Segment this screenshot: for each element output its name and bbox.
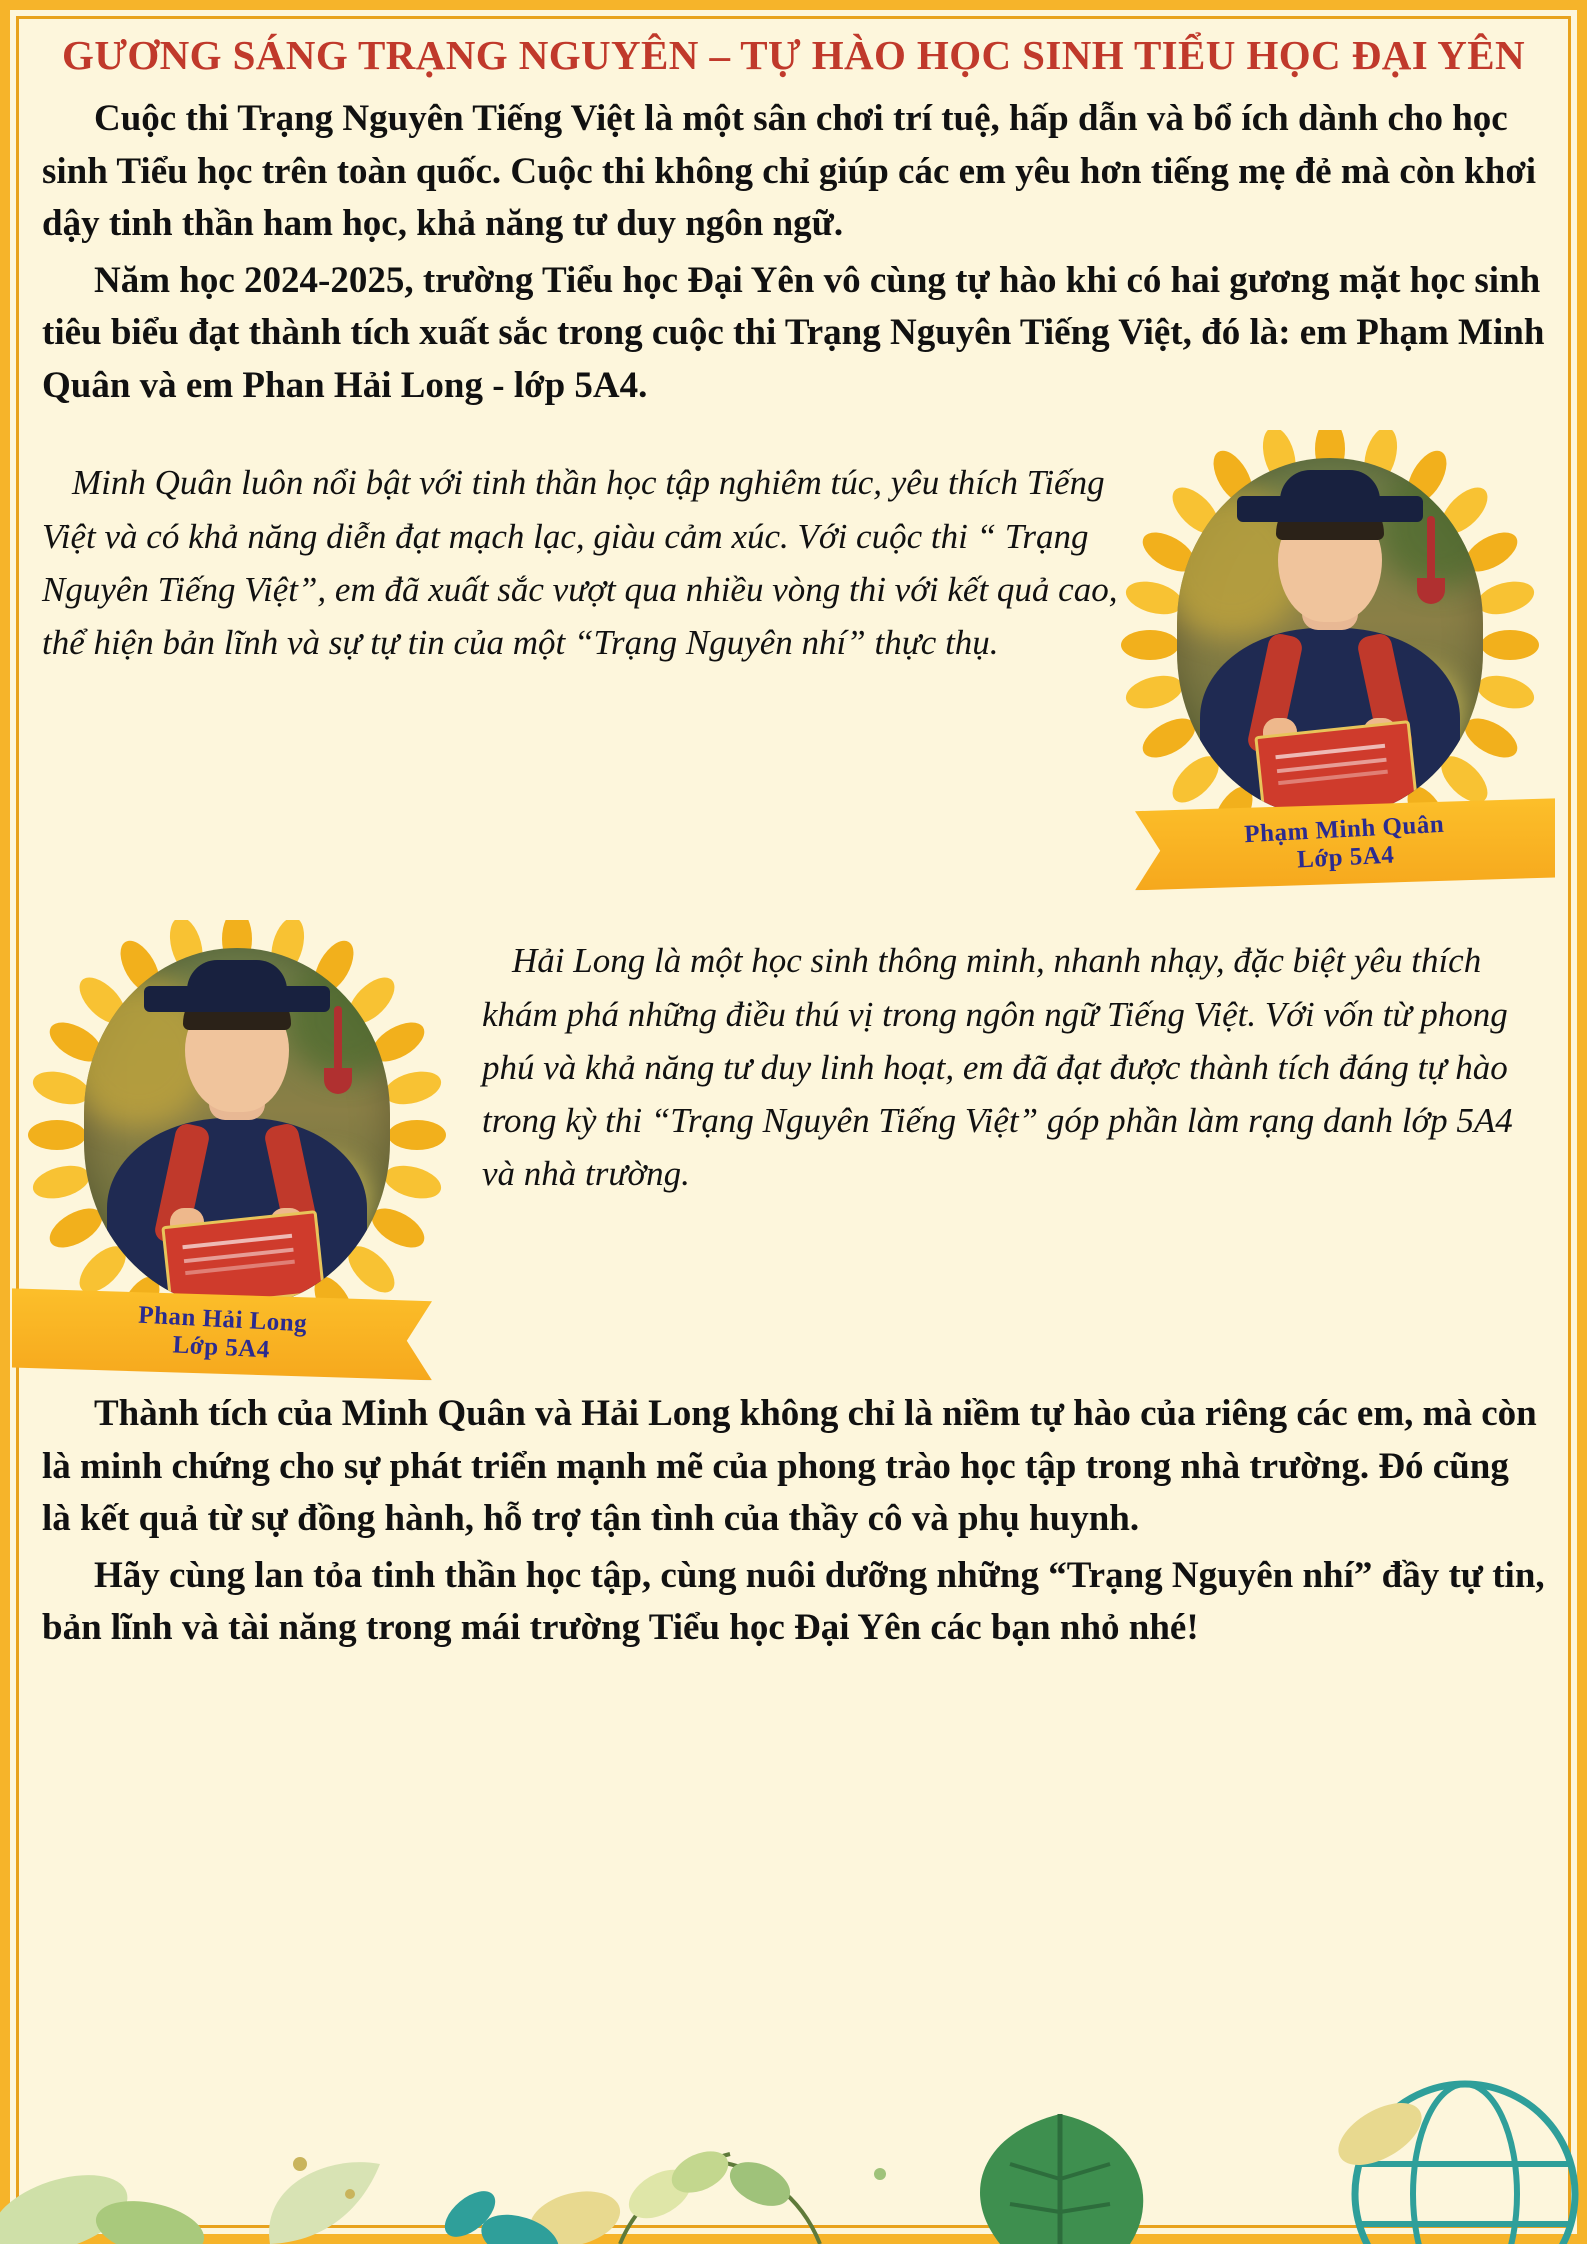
- student-description-hai-long: Hải Long là một học sinh thông minh, nhanh nhạy, đặc biệt yêu thích khám phá những điều thú vị trong ngôn ngữ Tiếng Việt. Với vốn từ phong phú và khả năng tư duy linh hoạt, em đã đạt được thành tích đáng tự hào trong kỳ thi “Trạng Nguyên Tiếng Việt” góp phần làm rạng danh lớp 5A4 và nhà trường.: [482, 941, 1513, 1194]
- conclusion-paragraph: Thành tích của Minh Quân và Hải Long không chỉ là niềm tự hào của riêng các em, mà còn là minh chứng cho sự phát triển mạnh mẽ của phong trào học tập trong nhà trường. Đó cũng là kết quả từ sự đồng hành, hỗ trợ tận tình của thầy cô và phụ huynh.: [42, 1393, 1537, 1540]
- name-ribbon-minh-quan: [1135, 798, 1555, 890]
- student-description-minh-quan: Minh Quân luôn nổi bật với tinh thần học tập nghiêm túc, yêu thích Tiếng Việt và có khả năng diễn đạt mạch lạc, giàu cảm xúc. Với cuộc thi “ Trạng Nguyên Tiếng Việt”, em đã xuất sắc vượt qua nhiều vòng thi với kết quả cao, thể hiện bản lĩnh và sự tự tin của một “Trạng Nguyên nhí” thực thụ.: [42, 463, 1118, 662]
- student-name-minh-quan: Phạm Minh Quân: [1243, 811, 1445, 849]
- name-ribbon-hai-long: [12, 1288, 432, 1380]
- student-photo-minh-quan: [1115, 430, 1545, 890]
- call-to-action-paragraph: Hãy cùng lan tỏa tinh thần học tập, cùng nuôi dưỡng những “Trạng Nguyên nhí” đầy tự tin, bản lĩnh và tài năng trong mái trường Tiểu học Đại Yên các bạn nhỏ nhé!: [42, 1554, 1545, 1649]
- student-block-hai-long: [42, 910, 1545, 1370]
- student-portrait-hai-long: [84, 948, 390, 1308]
- student-block-minh-quan: [42, 426, 1545, 896]
- student-class-hai-long: Lớp 5A4: [172, 1331, 271, 1364]
- page-title: GƯƠNG SÁNG TRẠNG NGUYÊN – TỰ HÀO HỌC SINH TIỂU HỌC ĐẠI YÊN: [62, 32, 1525, 78]
- student-class-minh-quan: Lớp 5A4: [1296, 841, 1395, 874]
- student-name-hai-long: Phan Hải Long: [137, 1301, 308, 1338]
- achievement-paragraph: Năm học 2024-2025, trường Tiểu học Đại Yên vô cùng tự hào khi có hai gương mặt học sinh tiêu biểu đạt thành tích xuất sắc trong cuộc thi Trạng Nguyên Tiếng Việt, đó là: em Phạm Minh Quân và em Phan Hải Long - lớp 5A4.: [42, 259, 1545, 406]
- student-portrait-minh-quan: [1177, 458, 1483, 818]
- intro-paragraph: Cuộc thi Trạng Nguyên Tiếng Việt là một sân chơi trí tuệ, hấp dẫn và bổ ích dành cho học sinh Tiểu học trên toàn quốc. Cuộc thi không chỉ giúp các em yêu hơn tiếng mẹ đẻ mà còn khơi dậy tinh thần ham học, khả năng tư duy ngôn ngữ.: [42, 98, 1537, 245]
- student-photo-hai-long: [22, 920, 452, 1380]
